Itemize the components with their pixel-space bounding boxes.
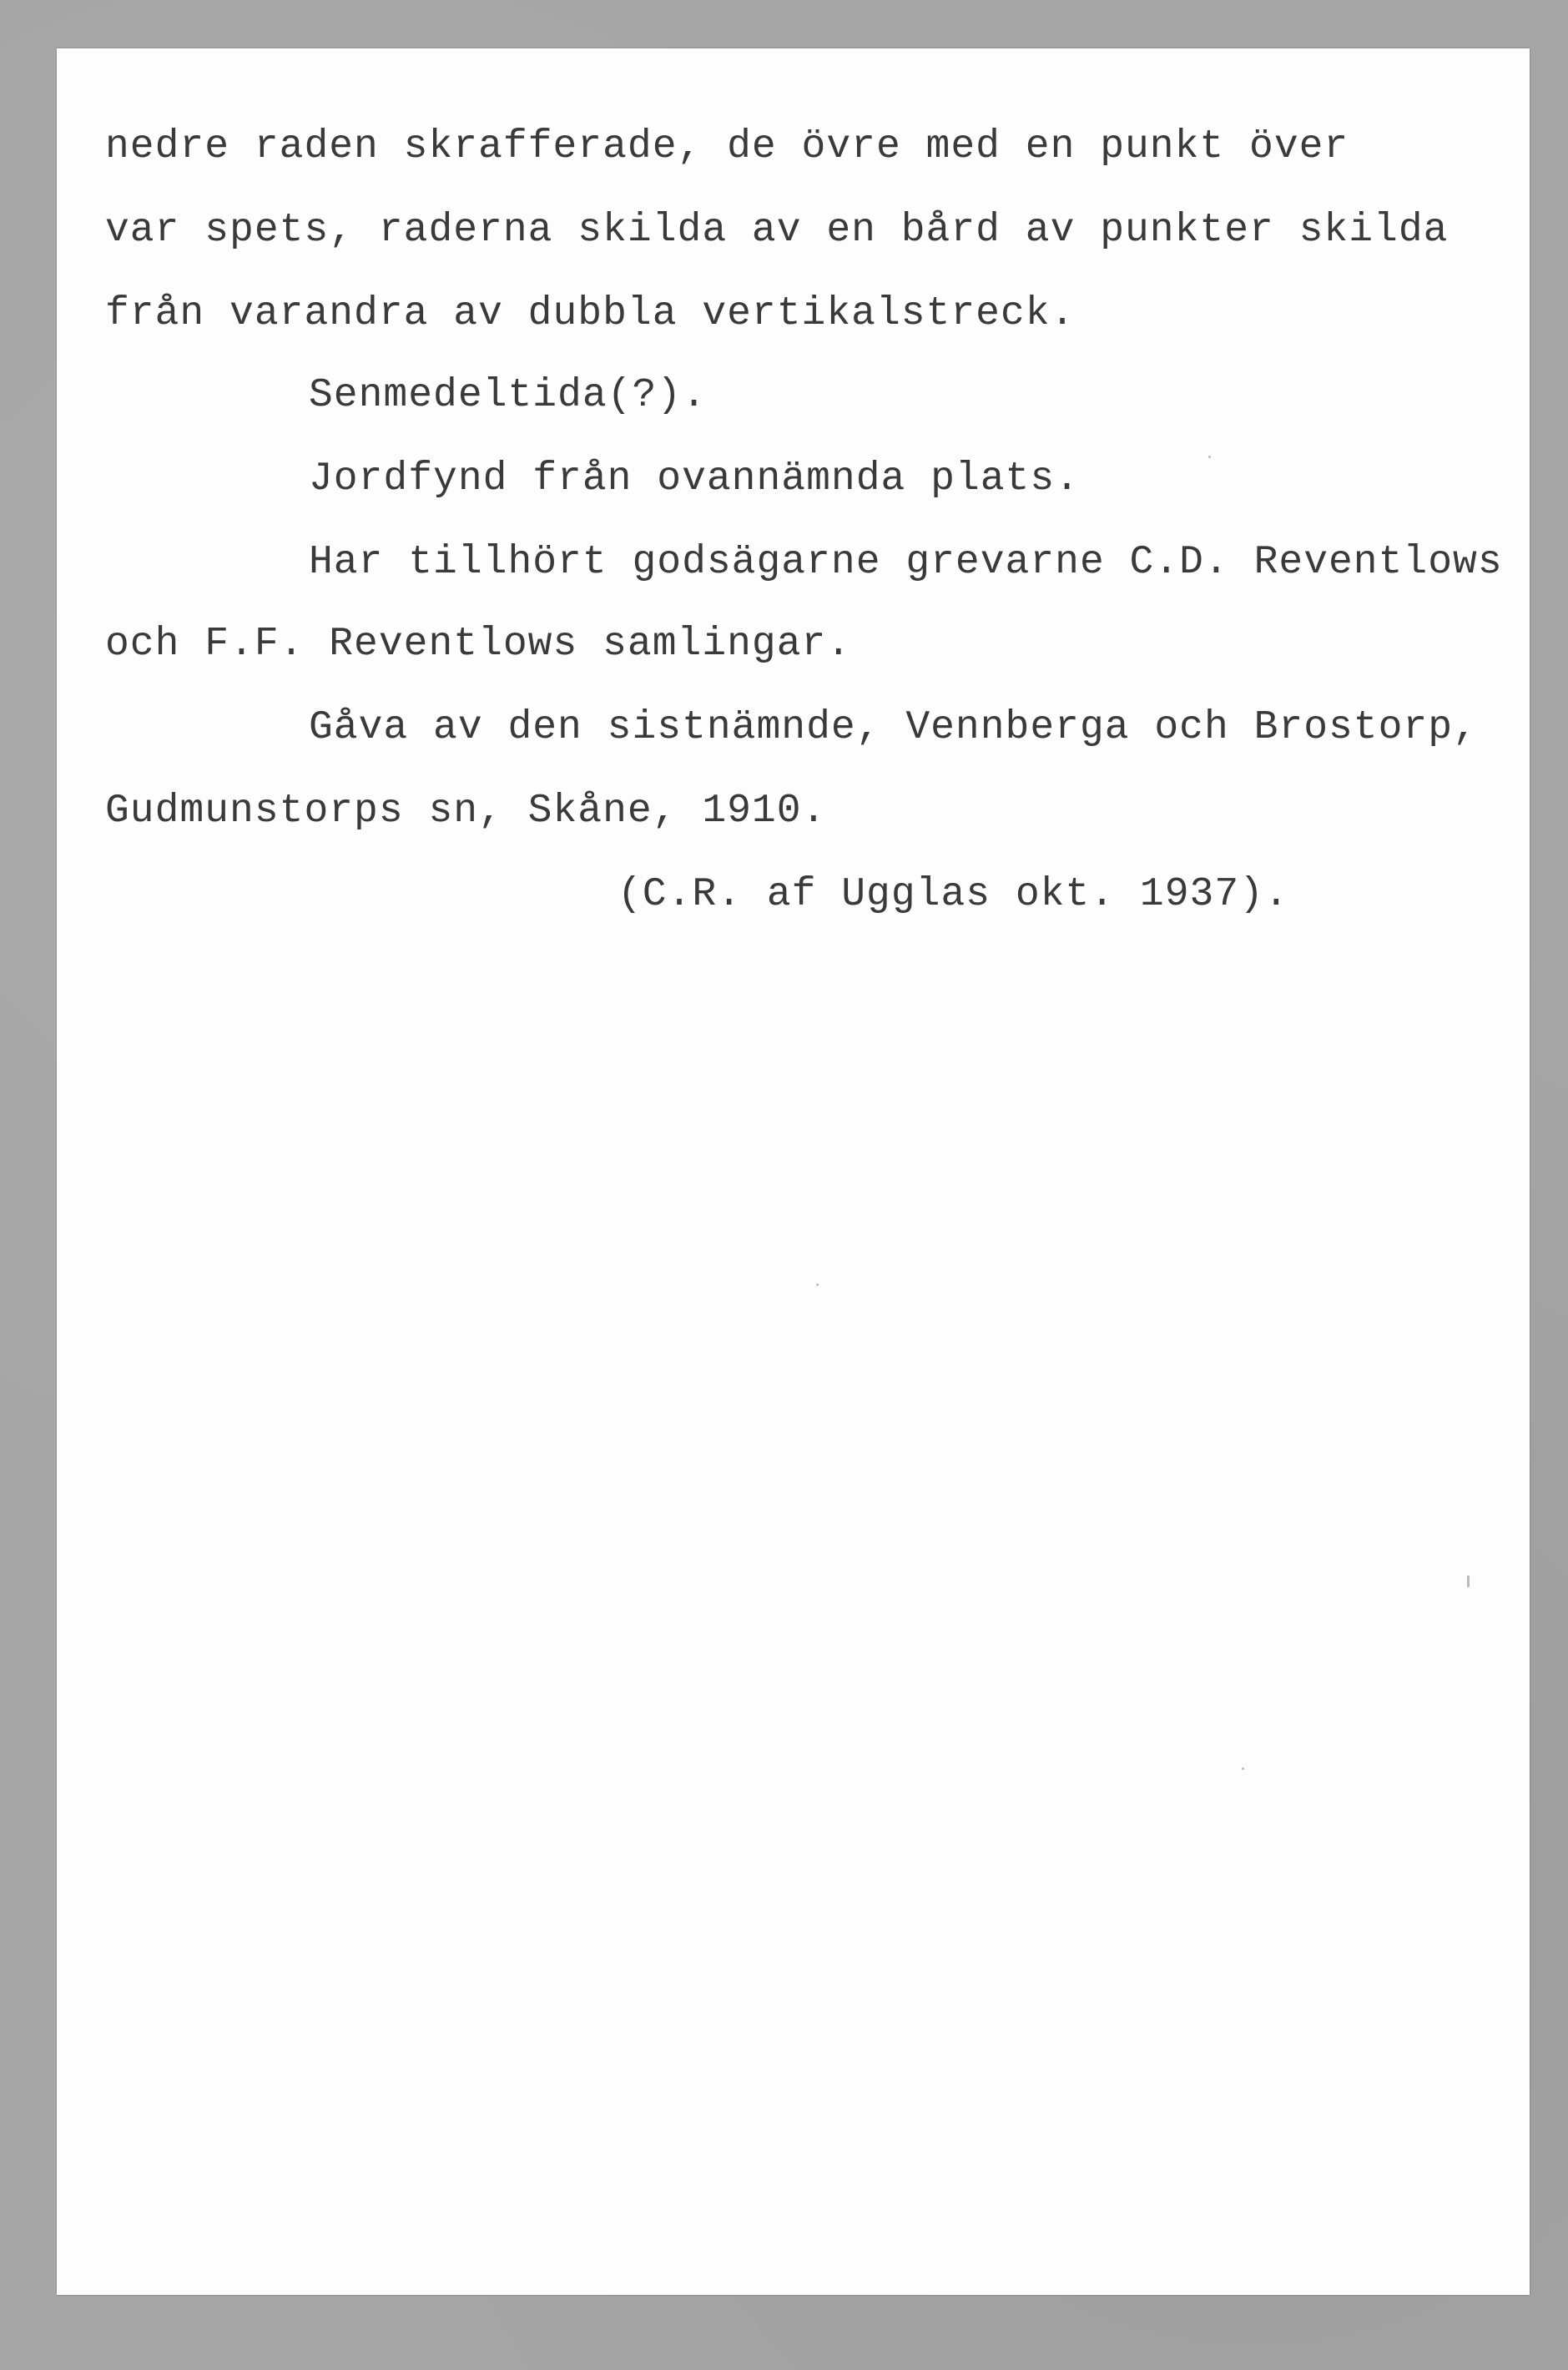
- text-line-5: Jordfynd från ovannämnda plats.: [309, 456, 1080, 502]
- text-line-3: från varandra av dubbla vertikalstreck.: [105, 291, 1076, 336]
- text-line-4: Senmedeltida(?).: [309, 373, 707, 418]
- paper-speck: [1208, 456, 1211, 458]
- text-line-7: och F.F. Reventlows samlingar.: [105, 622, 852, 667]
- text-line-9: Gudmunstorps sn, Skåne, 1910.: [105, 789, 827, 834]
- text-line-2: var spets, raderna skilda av en bård av punkter skilda: [105, 208, 1449, 253]
- text-line-6: Har tillhört godsägarne grevarne C.D. Reventlows: [309, 540, 1503, 585]
- text-line-10: (C.R. af Ugglas okt. 1937).: [618, 872, 1289, 917]
- paper-speck: [816, 1283, 819, 1286]
- paper-speck: [1467, 1576, 1470, 1587]
- document-page: [57, 48, 1530, 2295]
- text-line-1: nedre raden skrafferade, de övre med en punkt över: [105, 124, 1349, 169]
- text-line-8: Gåva av den sistnämnde, Vennberga och Brostorp,: [309, 705, 1478, 750]
- paper-speck: [1242, 1767, 1244, 1770]
